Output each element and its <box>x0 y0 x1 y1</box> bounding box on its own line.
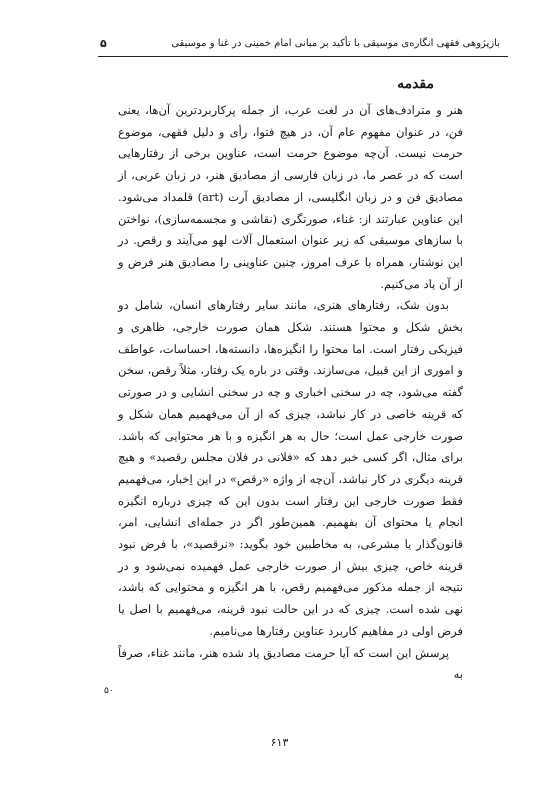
paragraph: هنر و مترادف‌های آن در لغت عرب، از جمله پرکاربردترین آن‌ها، یعنی فن، در عنوان مفهوم عام آن، در هیچ فتوا، رأی و دلیل فقهی، موضوع حرمت نیست. آن‌چه موضوع حرمت است، عناوین برخی از رفتارهایی است که در عصر ما، در زبان فارسی از مصادیق هنر، در زبان عربی، از مصادیق فن و در زبان انگلیسی، از مصادیق آرت (art) قلمداد می‌شود. این عناوین عبارتند از: غناء، صورتگری (نقاشی و مجسمه‌سازی)، نواختن با سازهای موسیقی که زیر عنوان استعمال آلات لهو می‌آیند و رقص. در این نوشتار، همراه با عرف امروز، چنین عناوینی را مصادیق هنر فرض و از آن یاد می‌کنیم. <box>118 103 463 291</box>
paragraph: پرسش این است که آیا حرمت مصادیق یاد شده هنر، مانند غناء، صرفاً به <box>118 645 463 682</box>
section-title: مقدمه <box>397 76 434 92</box>
paragraph: بدون شک، رفتارهای هنری، مانند سایر رفتارهای انسان، شامل دو بخش شکل و محتوا هستند. شکل همان صورت خارجی، ظاهری و فیزیکی رفتار است. اما محتوا را انگیزه‌ها، دانسته‌ها، احساسات، عواطف و اموری از این قبیل، می‌سازند. وقتی در باره یک رفتار، مثلاً رقص، سخن گفته می‌شود، چه در سخنی اخباری و چه در سخنی انشایی و در صورتی که قرینه خاصی در کار نباشد، چیزی که از آن می‌فهمیم همان شکل و صورت خارجی عمل است؛ حال به هر انگیزه و با هر محتوایی که باشد. برای مثال، اگر کسی خبر دهد که «فلانی در فلان مجلس رقصید» و هیچ قرینه دیگری در کار نباشد، آن‌چه از واژه «رقص» در این اِخبار، می‌فهمیم فقط صورت خارجی این رفتار است بدون این که چیزی درباره انگیزه انجام یا محتوای آن بفهمیم. همین‌طور اگر در جمله‌ای انشایی، امر، قانون‌گذار یا مشرعی، به مخاطبین خود بگوید: «نرقصید»، با فرض نبود قرینه خاص، چیزی بیش از صورت خارجی عمل فهمیده نمی‌شود و در نتیجه از جمله مذکور می‌فهمیم رقص، با هر انگیزه و محتوایی که باشد، نهی شده است. چیزی که در این حالت نبود قرینه، می‌فهمیم با اصل یا فرض اولی در مفاهیم کاربرد عناوین رفتارها می‌نامیم. <box>118 298 463 638</box>
page-footer <box>0 736 559 749</box>
running-header-title: بازپژوهی فقهی انگاره‌ی موسیقی با تأکید بر مبانی امام خمینی در غنا و موسیقی <box>171 38 500 49</box>
body-text <box>118 100 463 686</box>
running-header <box>98 36 508 57</box>
header-page-mark: ۵ <box>100 37 107 50</box>
page-number: ۶۱۳ <box>270 736 289 749</box>
margin-note: ۵۰ <box>104 686 114 696</box>
